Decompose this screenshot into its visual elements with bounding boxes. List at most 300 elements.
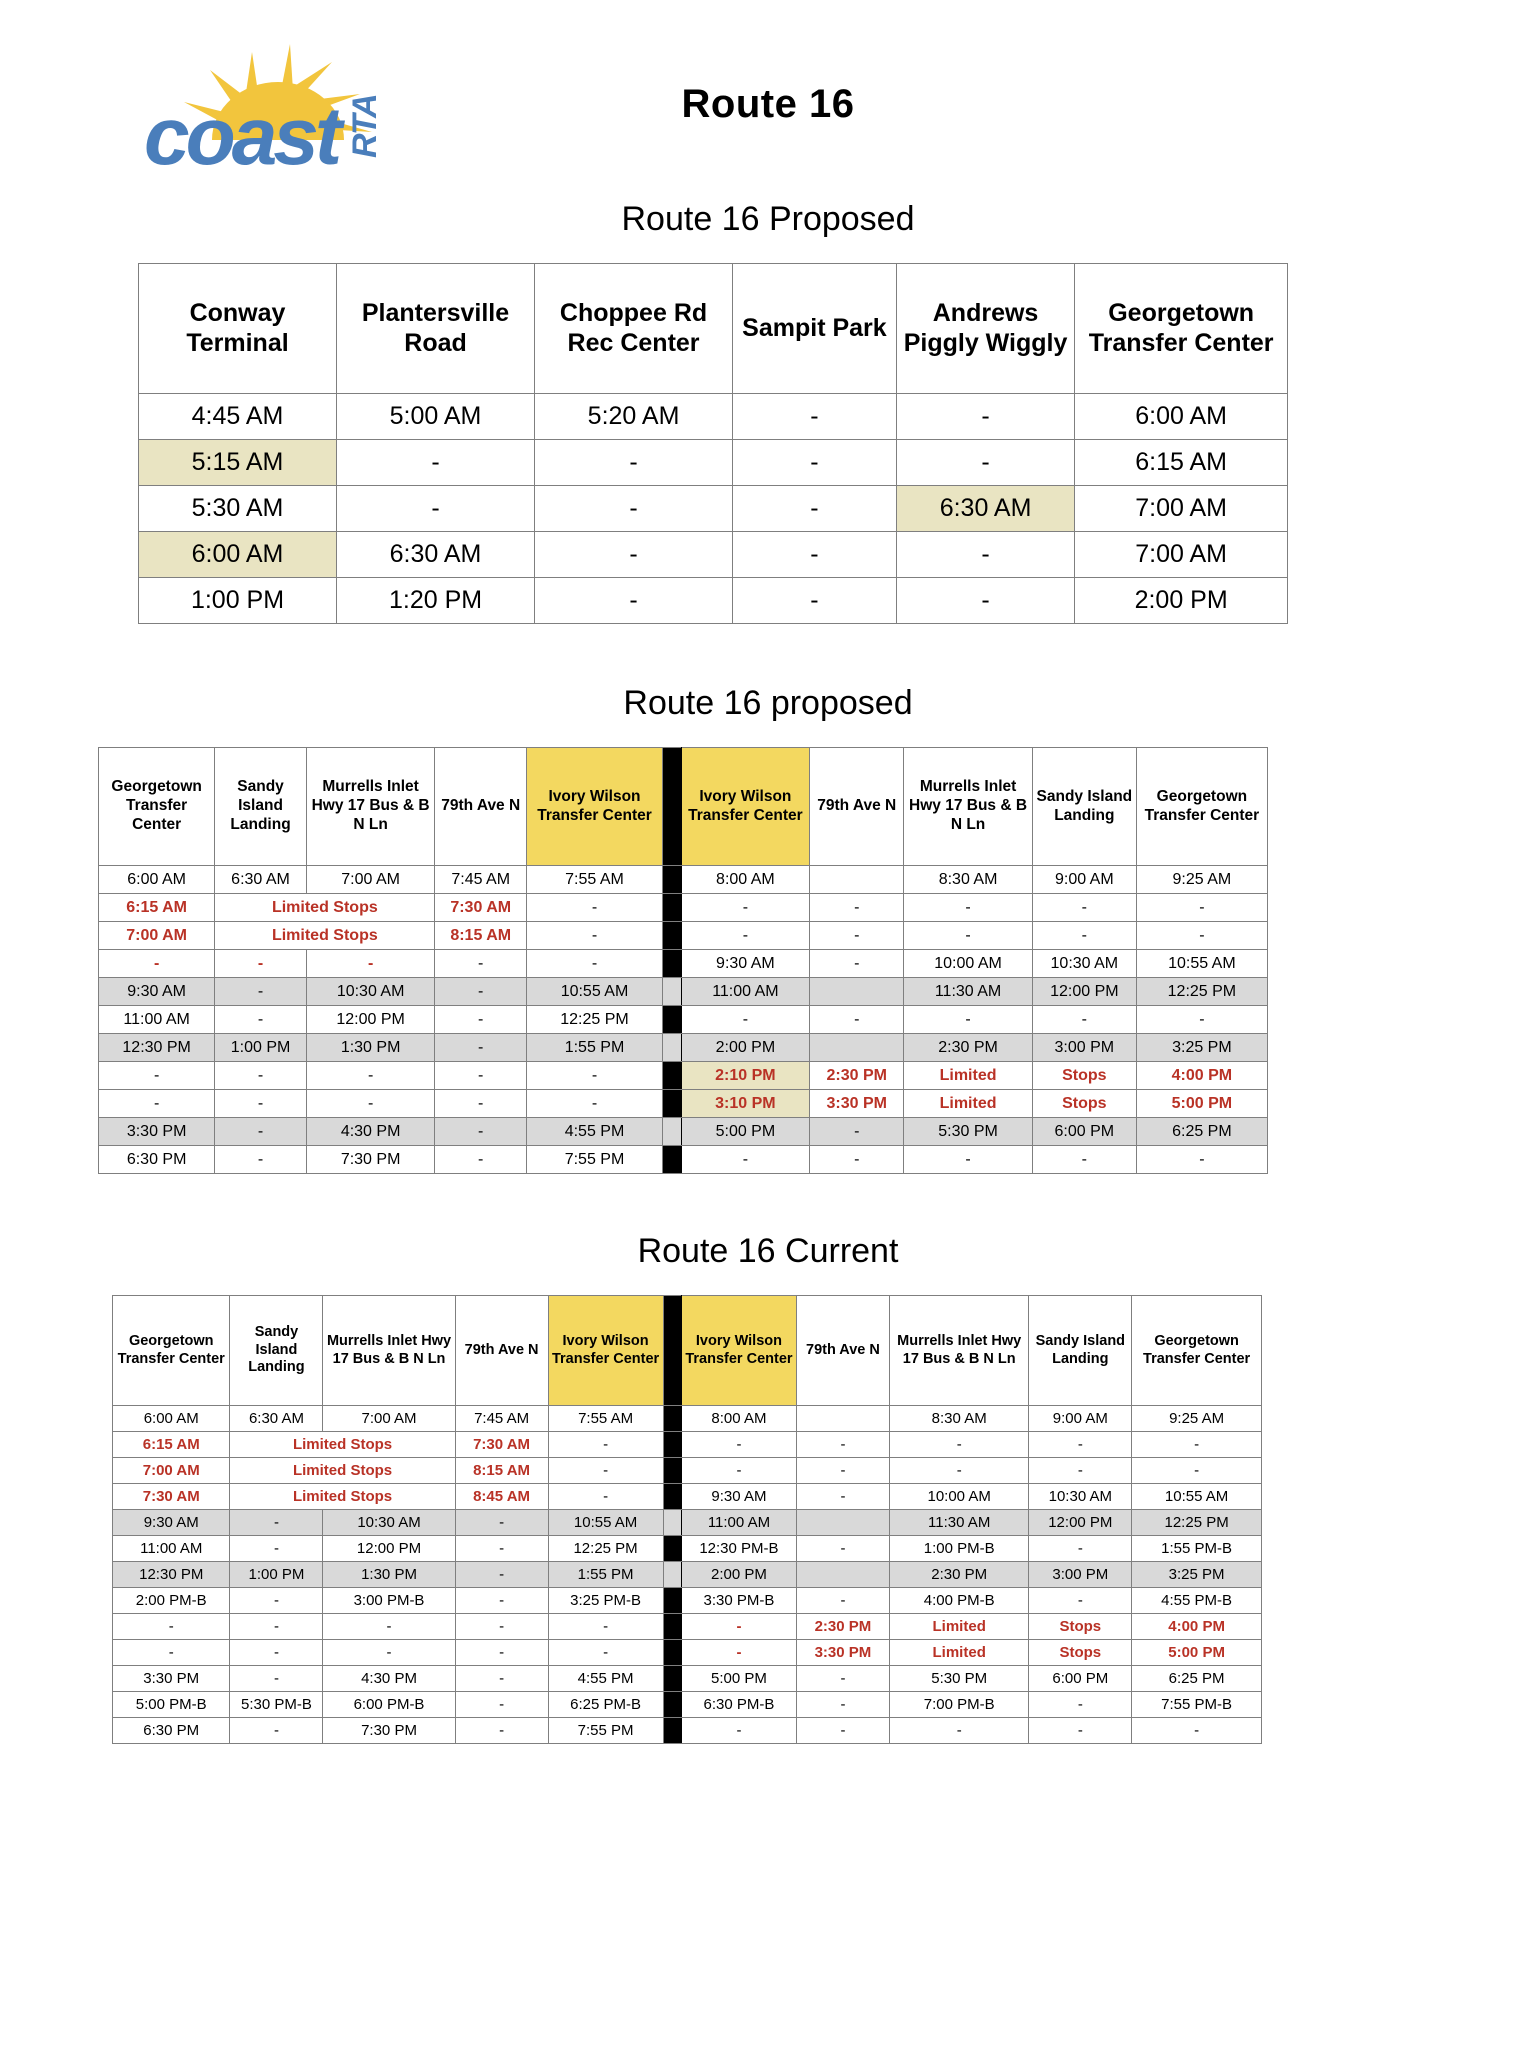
- table3-cell-r7-c0: 2:00 PM-B: [113, 1588, 230, 1614]
- table2-row-divider: [663, 922, 682, 950]
- table2-cell-r3-c8: 10:30 AM: [1032, 950, 1136, 978]
- table3-cell-r9-c1: -: [230, 1640, 323, 1666]
- table1-cell-r4-c0: 1:00 PM: [139, 578, 337, 624]
- table3-cell-r1-c7: -: [1029, 1432, 1132, 1458]
- table3-cell-r7-c5: 3:30 PM-B: [681, 1588, 796, 1614]
- table2-cell-r2-c4: -: [681, 922, 810, 950]
- table2-cell-r6-c1: 1:00 PM: [215, 1034, 307, 1062]
- table2-cell-r1-c1: Limited Stops: [215, 894, 435, 922]
- table2-cell-r8-c7: Limited: [904, 1090, 1033, 1118]
- table3-cell-r8-c3: -: [455, 1614, 548, 1640]
- table2-cell-r6-c5: 2:00 PM: [681, 1034, 810, 1062]
- table3-cell-r9-c7: Limited: [889, 1640, 1029, 1666]
- table2-cell-r10-c0: 6:30 PM: [99, 1146, 215, 1174]
- table3-cell-r6-c8: 3:00 PM: [1029, 1562, 1132, 1588]
- table3-cell-r3-c1: Limited Stops: [230, 1484, 455, 1510]
- table3-cell-r1-c4: -: [681, 1432, 796, 1458]
- table1-col-header-0: Conway Terminal: [139, 264, 337, 394]
- table3-cell-r12-c0: 6:30 PM: [113, 1718, 230, 1744]
- table2-row-divider: [663, 1006, 682, 1034]
- table2-cell-r7-c5: 2:10 PM: [681, 1062, 810, 1090]
- table2-cell-r4-c1: -: [215, 978, 307, 1006]
- table-row: [99, 978, 1268, 1006]
- table2-row-divider: [663, 1090, 682, 1118]
- table2-cell-r3-c7: 10:00 AM: [904, 950, 1033, 978]
- table-route16-proposed-am: [138, 263, 1288, 624]
- table3-col-header-0: Georgetown Transfer Center: [113, 1296, 230, 1406]
- table3-cell-r9-c6: 3:30 PM: [796, 1640, 889, 1666]
- table3-cell-r8-c9: 4:00 PM: [1132, 1614, 1262, 1640]
- table-row: [113, 1666, 1262, 1692]
- table1-cell-r1-c2: -: [535, 440, 733, 486]
- table3-cell-r4-c4: 10:55 AM: [548, 1510, 663, 1536]
- table1-cell-r1-c3: -: [733, 440, 897, 486]
- table1-cell-r4-c5: 2:00 PM: [1075, 578, 1288, 624]
- table2-cell-r5-c4: 12:25 PM: [526, 1006, 662, 1034]
- table3-cell-r8-c4: -: [548, 1614, 663, 1640]
- table3-cell-r3-c6: 10:00 AM: [889, 1484, 1029, 1510]
- table2-row-divider: [663, 1146, 682, 1174]
- table-header-row: [139, 264, 1288, 394]
- table1-cell-r3-c2: -: [535, 532, 733, 578]
- table3-cell-r3-c4: 9:30 AM: [681, 1484, 796, 1510]
- table3-cell-r12-c4: 7:55 PM: [548, 1718, 663, 1744]
- table3-row-divider: [663, 1510, 681, 1536]
- table3-cell-r3-c2: 8:45 AM: [455, 1484, 548, 1510]
- table2-cell-r3-c2: -: [306, 950, 435, 978]
- table3-cell-r6-c2: 1:30 PM: [323, 1562, 455, 1588]
- table3-cell-r6-c3: -: [455, 1562, 548, 1588]
- table2-cell-r5-c6: -: [810, 1006, 904, 1034]
- table2-cell-r0-c0: 6:00 AM: [99, 866, 215, 894]
- table3-cell-r10-c4: 4:55 PM: [548, 1666, 663, 1692]
- table-row: [113, 1432, 1262, 1458]
- table3-row-divider: [663, 1640, 681, 1666]
- table3-cell-r6-c0: 12:30 PM: [113, 1562, 230, 1588]
- table3-cell-r4-c6: [796, 1510, 889, 1536]
- section-title-proposed-full: Route 16 proposed: [623, 684, 913, 722]
- table2-cell-r4-c6: [810, 978, 904, 1006]
- table3-cell-r5-c3: -: [455, 1536, 548, 1562]
- table1-col-header-3: Sampit Park: [733, 264, 897, 394]
- table2-cell-r8-c6: 3:30 PM: [810, 1090, 904, 1118]
- table2-cell-r4-c0: 9:30 AM: [99, 978, 215, 1006]
- table3-cell-r0-c7: 8:30 AM: [889, 1406, 1029, 1432]
- table2-cell-r9-c0: 3:30 PM: [99, 1118, 215, 1146]
- table3-cell-r5-c2: 12:00 PM: [323, 1536, 455, 1562]
- table3-cell-r12-c6: -: [796, 1718, 889, 1744]
- table3-cell-r0-c6: [796, 1406, 889, 1432]
- table3-cell-r11-c0: 5:00 PM-B: [113, 1692, 230, 1718]
- table1-cell-r3-c1: 6:30 AM: [337, 532, 535, 578]
- table3-cell-r10-c5: 5:00 PM: [681, 1666, 796, 1692]
- table2-cell-r5-c5: -: [681, 1006, 810, 1034]
- table-row: [113, 1458, 1262, 1484]
- table3-cell-r8-c2: -: [323, 1614, 455, 1640]
- table-row: [99, 1118, 1268, 1146]
- table3-row-divider: [663, 1718, 681, 1744]
- document-header: [0, 0, 1536, 200]
- table3-cell-r10-c9: 6:25 PM: [1132, 1666, 1262, 1692]
- table2-cell-r6-c8: 3:00 PM: [1032, 1034, 1136, 1062]
- table-row: [99, 1006, 1268, 1034]
- table2-cell-r10-c8: -: [1032, 1146, 1136, 1174]
- table1-cell-r0-c1: 5:00 AM: [337, 394, 535, 440]
- table2-cell-r9-c6: -: [810, 1118, 904, 1146]
- table3-cell-r6-c4: 1:55 PM: [548, 1562, 663, 1588]
- table3-cell-r12-c2: 7:30 PM: [323, 1718, 455, 1744]
- table2-cell-r5-c0: 11:00 AM: [99, 1006, 215, 1034]
- section-title-current: Route 16 Current: [637, 1232, 899, 1270]
- table3-cell-r11-c6: -: [796, 1692, 889, 1718]
- table3-cell-r11-c2: 6:00 PM-B: [323, 1692, 455, 1718]
- table2-cell-r2-c2: 8:15 AM: [435, 922, 527, 950]
- table3-cell-r7-c9: 4:55 PM-B: [1132, 1588, 1262, 1614]
- table3-cell-r1-c5: -: [796, 1432, 889, 1458]
- table-row: [99, 950, 1268, 978]
- table3-cell-r0-c2: 7:00 AM: [323, 1406, 455, 1432]
- table3-cell-r11-c5: 6:30 PM-B: [681, 1692, 796, 1718]
- table2-cell-r8-c0: -: [99, 1090, 215, 1118]
- table1-cell-r3-c5: 7:00 AM: [1075, 532, 1288, 578]
- table2-cell-r2-c1: Limited Stops: [215, 922, 435, 950]
- table2-cell-r1-c0: 6:15 AM: [99, 894, 215, 922]
- table3-cell-r9-c4: -: [548, 1640, 663, 1666]
- table3-cell-r4-c1: -: [230, 1510, 323, 1536]
- table1-cell-r0-c5: 6:00 AM: [1075, 394, 1288, 440]
- table-row: [139, 440, 1288, 486]
- table2-cell-r1-c8: -: [1136, 894, 1267, 922]
- table-row: [113, 1692, 1262, 1718]
- table3-cell-r2-c7: -: [1029, 1458, 1132, 1484]
- table2-cell-r5-c9: -: [1136, 1006, 1267, 1034]
- table2-cell-r8-c5: 3:10 PM: [681, 1090, 810, 1118]
- table3-cell-r1-c6: -: [889, 1432, 1029, 1458]
- table1-cell-r2-c4: 6:30 AM: [896, 486, 1074, 532]
- table3-cell-r9-c9: 5:00 PM: [1132, 1640, 1262, 1666]
- table2-row-divider: [663, 866, 682, 894]
- table1-cell-r2-c3: -: [733, 486, 897, 532]
- table2-cell-r5-c3: -: [435, 1006, 527, 1034]
- table2-cell-r9-c3: -: [435, 1118, 527, 1146]
- table3-cell-r7-c8: -: [1029, 1588, 1132, 1614]
- table3-cell-r1-c0: 6:15 AM: [113, 1432, 230, 1458]
- table2-cell-r10-c7: -: [904, 1146, 1033, 1174]
- table2-cell-r2-c6: -: [904, 922, 1033, 950]
- table3-cell-r0-c3: 7:45 AM: [455, 1406, 548, 1432]
- table-route16-proposed-full: [98, 747, 1268, 1174]
- table3-cell-r0-c0: 6:00 AM: [113, 1406, 230, 1432]
- table3-cell-r2-c0: 7:00 AM: [113, 1458, 230, 1484]
- table3-cell-r8-c0: -: [113, 1614, 230, 1640]
- table1-cell-r4-c1: 1:20 PM: [337, 578, 535, 624]
- table3-cell-r2-c2: 8:15 AM: [455, 1458, 548, 1484]
- table3-cell-r9-c0: -: [113, 1640, 230, 1666]
- table3-col-header-9: Sandy Island Landing: [1029, 1296, 1132, 1406]
- table3-col-header-8: Murrells Inlet Hwy 17 Bus & B N Ln: [889, 1296, 1029, 1406]
- table3-cell-r5-c5: 12:30 PM-B: [681, 1536, 796, 1562]
- table3-cell-r8-c7: Limited: [889, 1614, 1029, 1640]
- table3-row-divider: [663, 1614, 681, 1640]
- table2-cell-r0-c5: 8:00 AM: [681, 866, 810, 894]
- table1-cell-r2-c2: -: [535, 486, 733, 532]
- table3-cell-r3-c3: -: [548, 1484, 663, 1510]
- table2-cell-r1-c2: 7:30 AM: [435, 894, 527, 922]
- table3-row-divider: [663, 1692, 681, 1718]
- table1-col-header-1: Plantersville Road: [337, 264, 535, 394]
- table3-cell-r9-c3: -: [455, 1640, 548, 1666]
- table3-cell-r3-c0: 7:30 AM: [113, 1484, 230, 1510]
- table2-cell-r5-c1: -: [215, 1006, 307, 1034]
- table3-cell-r2-c3: -: [548, 1458, 663, 1484]
- table2-cell-r0-c8: 9:00 AM: [1032, 866, 1136, 894]
- table3-cell-r4-c8: 12:00 PM: [1029, 1510, 1132, 1536]
- table-row: [113, 1406, 1262, 1432]
- table2-cell-r9-c8: 6:00 PM: [1032, 1118, 1136, 1146]
- table2-cell-r6-c0: 12:30 PM: [99, 1034, 215, 1062]
- table2-cell-r10-c1: -: [215, 1146, 307, 1174]
- table2-cell-r2-c7: -: [1032, 922, 1136, 950]
- table3-cell-r10-c8: 6:00 PM: [1029, 1666, 1132, 1692]
- table3-cell-r3-c7: 10:30 AM: [1029, 1484, 1132, 1510]
- table1-cell-r0-c0: 4:45 AM: [139, 394, 337, 440]
- table-header-row: [113, 1296, 1262, 1406]
- table3-cell-r4-c2: 10:30 AM: [323, 1510, 455, 1536]
- table-row: [113, 1562, 1262, 1588]
- table2-cell-r7-c3: -: [435, 1062, 527, 1090]
- table2-col-header-6: Ivory Wilson Transfer Center: [681, 748, 810, 866]
- table2-cell-r6-c4: 1:55 PM: [526, 1034, 662, 1062]
- table3-cell-r11-c8: -: [1029, 1692, 1132, 1718]
- table1-cell-r1-c4: -: [896, 440, 1074, 486]
- table1-cell-r3-c4: -: [896, 532, 1074, 578]
- table2-cell-r4-c8: 12:00 PM: [1032, 978, 1136, 1006]
- table3-cell-r7-c2: 3:00 PM-B: [323, 1588, 455, 1614]
- table3-column-divider: [663, 1296, 681, 1406]
- table2-cell-r3-c0: -: [99, 950, 215, 978]
- table2-cell-r8-c4: -: [526, 1090, 662, 1118]
- table3-cell-r12-c3: -: [455, 1718, 548, 1744]
- table1-cell-r2-c0: 5:30 AM: [139, 486, 337, 532]
- table-row: [113, 1718, 1262, 1744]
- table3-cell-r7-c7: 4:00 PM-B: [889, 1588, 1029, 1614]
- table3-cell-r10-c0: 3:30 PM: [113, 1666, 230, 1692]
- table1-cell-r4-c3: -: [733, 578, 897, 624]
- table2-cell-r0-c1: 6:30 AM: [215, 866, 307, 894]
- table-row: [99, 1090, 1268, 1118]
- table1-cell-r4-c2: -: [535, 578, 733, 624]
- table1-col-header-5: Georgetown Transfer Center: [1075, 264, 1288, 394]
- table2-cell-r3-c5: 9:30 AM: [681, 950, 810, 978]
- table3-cell-r8-c1: -: [230, 1614, 323, 1640]
- table2-cell-r4-c2: 10:30 AM: [306, 978, 435, 1006]
- table2-cell-r10-c4: 7:55 PM: [526, 1146, 662, 1174]
- table3-col-header-2: Murrells Inlet Hwy 17 Bus & B N Ln: [323, 1296, 455, 1406]
- svg-text:RTA: RTA: [346, 94, 384, 158]
- table2-cell-r9-c1: -: [215, 1118, 307, 1146]
- table-header-row: [99, 748, 1268, 866]
- table2-row-divider: [663, 1118, 682, 1146]
- table2-cell-r3-c1: -: [215, 950, 307, 978]
- table3-row-divider: [663, 1562, 681, 1588]
- table2-cell-r7-c2: -: [306, 1062, 435, 1090]
- table2-cell-r7-c9: 4:00 PM: [1136, 1062, 1267, 1090]
- table3-cell-r6-c5: 2:00 PM: [681, 1562, 796, 1588]
- table2-cell-r4-c7: 11:30 AM: [904, 978, 1033, 1006]
- table3-cell-r12-c5: -: [681, 1718, 796, 1744]
- table2-cell-r6-c2: 1:30 PM: [306, 1034, 435, 1062]
- table3-cell-r9-c5: -: [681, 1640, 796, 1666]
- table3-row-divider: [663, 1536, 681, 1562]
- table2-row-divider: [663, 1062, 682, 1090]
- table3-cell-r6-c7: 2:30 PM: [889, 1562, 1029, 1588]
- table2-column-divider: [663, 748, 682, 866]
- table2-col-header-8: Murrells Inlet Hwy 17 Bus & B N Ln: [904, 748, 1033, 866]
- table2-col-header-1: Sandy Island Landing: [215, 748, 307, 866]
- table2-cell-r9-c4: 4:55 PM: [526, 1118, 662, 1146]
- table3-cell-r8-c5: -: [681, 1614, 796, 1640]
- table3-cell-r2-c5: -: [796, 1458, 889, 1484]
- table2-cell-r8-c8: Stops: [1032, 1090, 1136, 1118]
- table2-cell-r10-c5: -: [681, 1146, 810, 1174]
- section-title-proposed-am: Route 16 Proposed: [621, 200, 915, 238]
- table3-cell-r2-c6: -: [889, 1458, 1029, 1484]
- table-row: [99, 866, 1268, 894]
- table-row: [99, 922, 1268, 950]
- table1-cell-r0-c4: -: [896, 394, 1074, 440]
- table-row: [99, 1146, 1268, 1174]
- table2-cell-r10-c3: -: [435, 1146, 527, 1174]
- table3-cell-r1-c1: Limited Stops: [230, 1432, 455, 1458]
- table2-row-divider: [663, 894, 682, 922]
- table3-cell-r1-c3: -: [548, 1432, 663, 1458]
- table3-cell-r1-c8: -: [1132, 1432, 1262, 1458]
- table3-cell-r5-c6: -: [796, 1536, 889, 1562]
- table3-cell-r8-c8: Stops: [1029, 1614, 1132, 1640]
- table2-row-divider: [663, 978, 682, 1006]
- table-row: [113, 1588, 1262, 1614]
- table2-cell-r0-c2: 7:00 AM: [306, 866, 435, 894]
- table3-cell-r0-c8: 9:00 AM: [1029, 1406, 1132, 1432]
- table2-cell-r7-c7: Limited: [904, 1062, 1033, 1090]
- table2-cell-r6-c7: 2:30 PM: [904, 1034, 1033, 1062]
- table3-row-divider: [663, 1484, 681, 1510]
- table3-cell-r7-c4: 3:25 PM-B: [548, 1588, 663, 1614]
- table-row: [139, 486, 1288, 532]
- table3-cell-r2-c1: Limited Stops: [230, 1458, 455, 1484]
- table2-col-header-7: 79th Ave N: [810, 748, 904, 866]
- table3-cell-r7-c3: -: [455, 1588, 548, 1614]
- table3-cell-r10-c2: 4:30 PM: [323, 1666, 455, 1692]
- table2-cell-r2-c0: 7:00 AM: [99, 922, 215, 950]
- table2-cell-r0-c4: 7:55 AM: [526, 866, 662, 894]
- table2-cell-r3-c3: -: [435, 950, 527, 978]
- table1-cell-r2-c5: 7:00 AM: [1075, 486, 1288, 532]
- table3-col-header-3: 79th Ave N: [455, 1296, 548, 1406]
- table2-row-divider: [663, 950, 682, 978]
- table2-cell-r4-c5: 11:00 AM: [681, 978, 810, 1006]
- table2-cell-r0-c3: 7:45 AM: [435, 866, 527, 894]
- table3-row-divider: [663, 1432, 681, 1458]
- table3-cell-r5-c1: -: [230, 1536, 323, 1562]
- table3-row-divider: [663, 1458, 681, 1484]
- table3-cell-r5-c8: -: [1029, 1536, 1132, 1562]
- table1-col-header-4: Andrews Piggly Wiggly: [896, 264, 1074, 394]
- table2-cell-r7-c8: Stops: [1032, 1062, 1136, 1090]
- table2-col-header-4: Ivory Wilson Transfer Center: [526, 748, 662, 866]
- table3-col-header-4: Ivory Wilson Transfer Center: [548, 1296, 663, 1406]
- table-row: [139, 578, 1288, 624]
- table3-cell-r12-c1: -: [230, 1718, 323, 1744]
- table2-col-header-10: Georgetown Transfer Center: [1136, 748, 1267, 866]
- table3-cell-r6-c9: 3:25 PM: [1132, 1562, 1262, 1588]
- table-row: [139, 394, 1288, 440]
- table-row: [139, 532, 1288, 578]
- table2-col-header-3: 79th Ave N: [435, 748, 527, 866]
- table-row: [99, 894, 1268, 922]
- table1-cell-r1-c5: 6:15 AM: [1075, 440, 1288, 486]
- table3-cell-r0-c5: 8:00 AM: [681, 1406, 796, 1432]
- table3-cell-r12-c9: -: [1132, 1718, 1262, 1744]
- table2-cell-r8-c9: 5:00 PM: [1136, 1090, 1267, 1118]
- table-row: [113, 1614, 1262, 1640]
- table2-cell-r10-c2: 7:30 PM: [306, 1146, 435, 1174]
- table1-cell-r3-c0: 6:00 AM: [139, 532, 337, 578]
- table3-cell-r4-c7: 11:30 AM: [889, 1510, 1029, 1536]
- table1-cell-r2-c1: -: [337, 486, 535, 532]
- table3-col-header-7: 79th Ave N: [796, 1296, 889, 1406]
- table3-cell-r9-c2: -: [323, 1640, 455, 1666]
- table3-cell-r4-c0: 9:30 AM: [113, 1510, 230, 1536]
- table3-cell-r9-c8: Stops: [1029, 1640, 1132, 1666]
- table1-cell-r0-c2: 5:20 AM: [535, 394, 733, 440]
- table3-cell-r2-c4: -: [681, 1458, 796, 1484]
- table3-cell-r3-c5: -: [796, 1484, 889, 1510]
- table2-cell-r9-c5: 5:00 PM: [681, 1118, 810, 1146]
- table3-col-header-1: Sandy Island Landing: [230, 1296, 323, 1406]
- table3-cell-r5-c0: 11:00 AM: [113, 1536, 230, 1562]
- table2-cell-r5-c8: -: [1032, 1006, 1136, 1034]
- table3-cell-r12-c7: -: [889, 1718, 1029, 1744]
- table3-row-divider: [663, 1588, 681, 1614]
- table2-cell-r3-c4: -: [526, 950, 662, 978]
- table2-cell-r2-c3: -: [526, 922, 662, 950]
- svg-text:coast: coast: [144, 91, 339, 176]
- table2-cell-r7-c4: -: [526, 1062, 662, 1090]
- table3-cell-r1-c2: 7:30 AM: [455, 1432, 548, 1458]
- table3-cell-r10-c6: -: [796, 1666, 889, 1692]
- table2-cell-r1-c3: -: [526, 894, 662, 922]
- table3-cell-r5-c9: 1:55 PM-B: [1132, 1536, 1262, 1562]
- table3-col-header-6: Ivory Wilson Transfer Center: [681, 1296, 796, 1406]
- table2-cell-r6-c3: -: [435, 1034, 527, 1062]
- table2-col-header-2: Murrells Inlet Hwy 17 Bus & B N Ln: [306, 748, 435, 866]
- table2-cell-r1-c6: -: [904, 894, 1033, 922]
- table2-cell-r9-c9: 6:25 PM: [1136, 1118, 1267, 1146]
- table1-cell-r3-c3: -: [733, 532, 897, 578]
- table2-cell-r10-c9: -: [1136, 1146, 1267, 1174]
- table3-col-header-10: Georgetown Transfer Center: [1132, 1296, 1262, 1406]
- table3-cell-r7-c1: -: [230, 1588, 323, 1614]
- table3-cell-r12-c8: -: [1029, 1718, 1132, 1744]
- table2-cell-r0-c7: 8:30 AM: [904, 866, 1033, 894]
- table2-cell-r9-c2: 4:30 PM: [306, 1118, 435, 1146]
- table2-cell-r3-c6: -: [810, 950, 904, 978]
- table3-row-divider: [663, 1406, 681, 1432]
- table3-cell-r6-c6: [796, 1562, 889, 1588]
- table-row: [113, 1510, 1262, 1536]
- table2-cell-r0-c9: 9:25 AM: [1136, 866, 1267, 894]
